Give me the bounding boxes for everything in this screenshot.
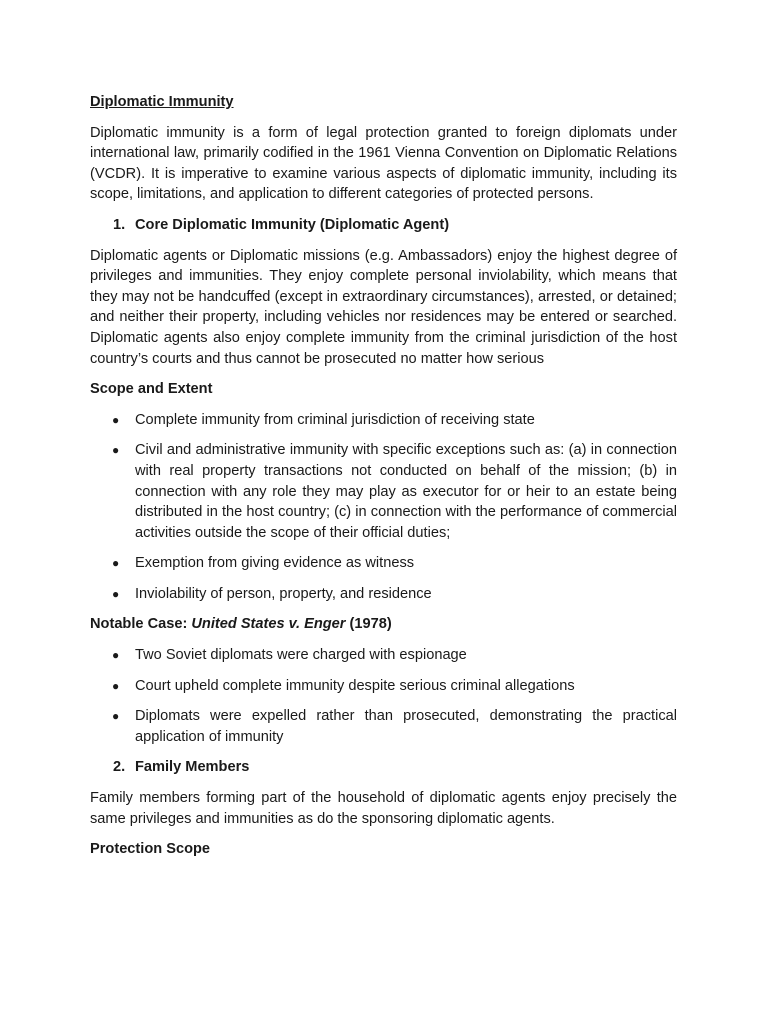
notable-case-heading (90, 614, 677, 635)
bullet-icon: ● (112, 586, 120, 601)
bullet-icon: ● (112, 648, 120, 663)
section-2-number: 2. (113, 759, 126, 776)
scope-heading: Scope and Extent (90, 381, 213, 398)
document-page (90, 92, 677, 870)
section-1-number: 1. (113, 216, 126, 233)
protection-scope-heading: Protection Scope (90, 841, 211, 858)
bullet-icon: ● (112, 678, 120, 693)
list-item: ● Civil and administrative immunity with specific exceptions such as: (a) in connection with real property transactions not conducted on behalf of the mission; (b) in connection with any role they may play as executor for or heir to an estate being distributed in the host country; (c) in connection with the performance of commercial activities outside the scope of their official duties; (112, 442, 677, 541)
section-2-heading (90, 757, 677, 778)
section-2-paragraph: Family members forming part of the household of diplomatic agents enjoy precisely the same privileges and immunities as do the sponsoring diplomatic agents. (90, 790, 677, 827)
document-title: Diplomatic Immunity (90, 94, 234, 110)
list-item: ● Exemption from giving evidence as witness (90, 553, 677, 574)
case-prefix: Notable Case: (90, 616, 192, 633)
section-2-title: Family Members (135, 759, 250, 776)
bullet-icon: ● (112, 556, 120, 571)
list-item: ● Diplomats were expelled rather than prosecuted, demonstrating the practical application of immunity (112, 708, 677, 745)
case-list (90, 645, 677, 747)
intro-paragraph: Diplomatic immunity is a form of legal protection granted to foreign diplomats under international law, primarily codified in the 1961 Vienna Convention on Diplomatic Relations (VCDR). It is imperative to examine various aspects of diplomatic immunity, including its scope, limitations, and application to different categories of protected persons. (90, 124, 677, 203)
bullet-icon: ● (112, 709, 120, 724)
scope-list (90, 410, 677, 605)
case-year: (1978) (345, 616, 392, 633)
bullet-icon: ● (112, 443, 120, 458)
list-item: ● Complete immunity from criminal jurisdiction of receiving state (90, 410, 677, 431)
section-1-paragraph: Diplomatic agents or Diplomatic missions (e.g. Ambassadors) enjoy the highest degree of privileges and immunities. They enjoy complete personal inviolability, which means that they may not be handcuffed (except in extraordinary circumstances), arrested, or detained; and neither their property, including vehicles nor residences may be entered or searched. Diplomatic agents also enjoy complete immunity from the criminal jurisdiction of the host country’s courts and thus cannot be prosecuted no matter how serious (90, 247, 677, 367)
list-item: ● Inviolability of person, property, and residence (90, 584, 677, 605)
list-item: ● Court upheld complete immunity despite serious criminal allegations (90, 676, 677, 697)
section-1-title: Core Diplomatic Immunity (Diplomatic Agent) (135, 216, 450, 233)
section-1-heading (90, 215, 677, 236)
case-name: United States v. Enger (191, 616, 346, 633)
bullet-icon: ● (112, 412, 120, 427)
list-item: ● Two Soviet diplomats were charged with espionage (90, 645, 677, 666)
